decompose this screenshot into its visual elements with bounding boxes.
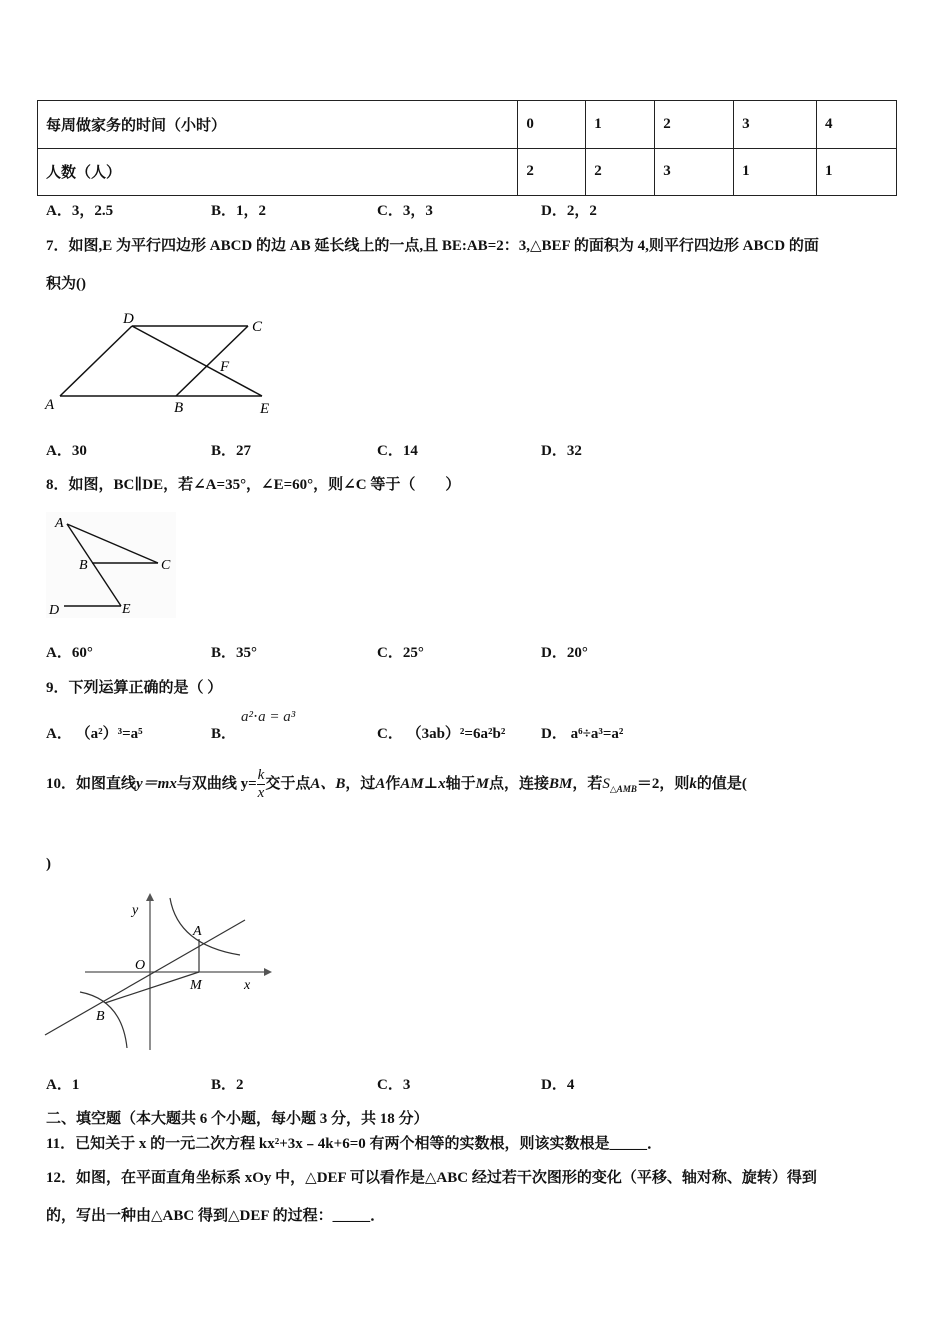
table-cell: 3 <box>655 148 734 196</box>
q10-option-d: D．4 <box>541 1077 575 1093</box>
y-axis-arrow <box>146 893 154 901</box>
q6-option-a: A．3，2.5 <box>46 203 114 219</box>
q6-option-b: B．1，2 <box>211 203 267 219</box>
label-e: E <box>260 401 270 417</box>
edge-de <box>132 326 262 396</box>
housework-table <box>37 100 897 196</box>
label-a: A <box>55 516 64 531</box>
table-cell: 1 <box>734 148 817 196</box>
q9-text: 9．下列运算正确的是（ ） <box>46 680 223 696</box>
q7-option-d: D．32 <box>541 443 582 459</box>
table-cell: 2 <box>518 148 586 196</box>
q9-option-a <box>46 722 143 743</box>
q10-option-a: A．1 <box>46 1077 80 1093</box>
q7-option-b: B．27 <box>211 443 252 459</box>
text-fragment: ＝2，则 <box>636 775 690 792</box>
table-cell: 1 <box>817 148 897 196</box>
line-y-mx <box>45 920 245 1035</box>
label-c: C <box>161 558 171 573</box>
text-fragment: 作 <box>385 775 401 792</box>
text-fragment: k <box>689 775 697 792</box>
label-x: x <box>244 978 251 993</box>
x-axis-arrow <box>264 968 272 976</box>
option-label: A． <box>46 726 72 742</box>
table-row <box>38 101 897 149</box>
label-a: A <box>193 924 202 939</box>
label-b: B <box>174 400 184 416</box>
segment-bm <box>105 972 199 1003</box>
label-y: y <box>132 903 139 918</box>
text-fragment: 的值是( <box>696 775 747 792</box>
table-cell: 2 <box>655 101 734 149</box>
text-fragment: BM <box>549 775 573 792</box>
text-fragment: y＝mx <box>136 775 177 792</box>
text-fragment: ，若 <box>572 775 603 792</box>
text-fragment: △AMB <box>609 783 637 794</box>
table-cell: 每周做家务的时间（小时） <box>38 101 518 149</box>
label-b: B <box>96 1009 105 1024</box>
table-cell: 人数（人） <box>38 148 518 196</box>
option-expression: a⁶÷a³=a² <box>570 726 624 742</box>
table-cell: 0 <box>518 101 586 149</box>
table-cell: 1 <box>586 101 655 149</box>
q8-parallel-lines-figure <box>44 510 179 620</box>
label-a: A <box>45 397 55 413</box>
q9-option-b-expression: a²⋅a = a³ <box>241 709 296 725</box>
option-label: D． <box>541 726 567 742</box>
text-fragment: 10．如图直线 <box>46 775 137 792</box>
q7-text-line2: 积为() <box>46 276 86 292</box>
q8-option-c: C．25° <box>377 645 424 661</box>
edge-cb <box>176 326 248 396</box>
q7-option-a: A．30 <box>46 443 87 459</box>
table-cell: 3 <box>734 101 817 149</box>
table-cell: 2 <box>586 148 655 196</box>
label-m: M <box>190 978 202 993</box>
q10-hyperbola-figure <box>40 890 280 1055</box>
edge-ad <box>60 326 132 396</box>
label-o: O <box>135 958 146 973</box>
q7-parallelogram-figure <box>40 308 285 420</box>
option-label: C． <box>377 726 403 742</box>
hyperbola-branch-1 <box>170 898 240 955</box>
q9-option-d <box>541 722 623 743</box>
q6-option-c: C．3，3 <box>377 203 433 219</box>
q8-option-b: B．35° <box>211 645 258 661</box>
text-fragment: A <box>375 775 386 792</box>
label-f: F <box>220 359 230 375</box>
q10-option-c: C．3 <box>377 1077 411 1093</box>
text-fragment: A、B <box>310 775 346 792</box>
text-fragment: ，过 <box>345 775 376 792</box>
label-d: D <box>49 603 60 618</box>
q12-text-line1: 12．如图，在平面直角坐标系 xOy 中，△DEF 可以看作是△ABC 经过若干次图形的变化（平移、轴对称、旋转）得到 <box>46 1170 817 1186</box>
text-fragment: 点，连接 <box>489 775 550 792</box>
text-fragment: S <box>602 775 610 792</box>
q10-option-b: B．2 <box>211 1077 244 1093</box>
q11-text: 11．已知关于 x 的一元二次方程 kx²+3x﹣4k+6=0 有两个相等的实数根，则该实数根是_____． <box>46 1136 662 1152</box>
label-d: D <box>123 311 134 327</box>
text-fragment: 与双曲线 y= <box>176 775 257 792</box>
q9-option-c <box>377 722 505 743</box>
q10-close-paren: ) <box>46 856 51 872</box>
label-e: E <box>122 602 131 617</box>
table-cell: 4 <box>817 101 897 149</box>
text-fragment: AM⊥x <box>400 775 446 792</box>
q10-text <box>46 767 747 802</box>
label-b: B <box>79 558 88 573</box>
text-fragment: M <box>475 775 490 792</box>
q9-option-b-label: B． <box>211 726 237 742</box>
label-c: C <box>252 319 263 335</box>
q8-option-d: D．20° <box>541 645 588 661</box>
fraction-k-over-x: $\frac{k}{x}$ <box>257 767 265 801</box>
q12-text-line2: 的，写出一种由△ABC 得到△DEF 的过程：_____． <box>46 1208 386 1224</box>
text-fragment: 轴于 <box>445 775 476 792</box>
section-heading: 二、填空题（本大题共 6 个小题，每小题 3 分，共 18 分） <box>46 1111 429 1127</box>
text-fragment: 交于点 <box>265 775 311 792</box>
option-expression: （a²）³=a⁵ <box>75 726 143 742</box>
q8-option-a: A．60° <box>46 645 93 661</box>
table-row <box>38 148 897 196</box>
q7-option-c: C．14 <box>377 443 418 459</box>
option-expression: （3ab）²=6a²b² <box>406 726 506 742</box>
q6-option-d: D．2，2 <box>541 203 597 219</box>
q8-text: 8．如图，BC∥DE，若∠A=35°，∠E=60°，则∠C 等于（ ） <box>46 477 461 493</box>
q7-text-line1: 7．如图,E 为平行四边形 ABCD 的边 AB 延长线上的一点,且 BE:AB=2：3,△BEF 的面积为 4,则平行四边形 ABCD 的面 <box>46 238 819 254</box>
